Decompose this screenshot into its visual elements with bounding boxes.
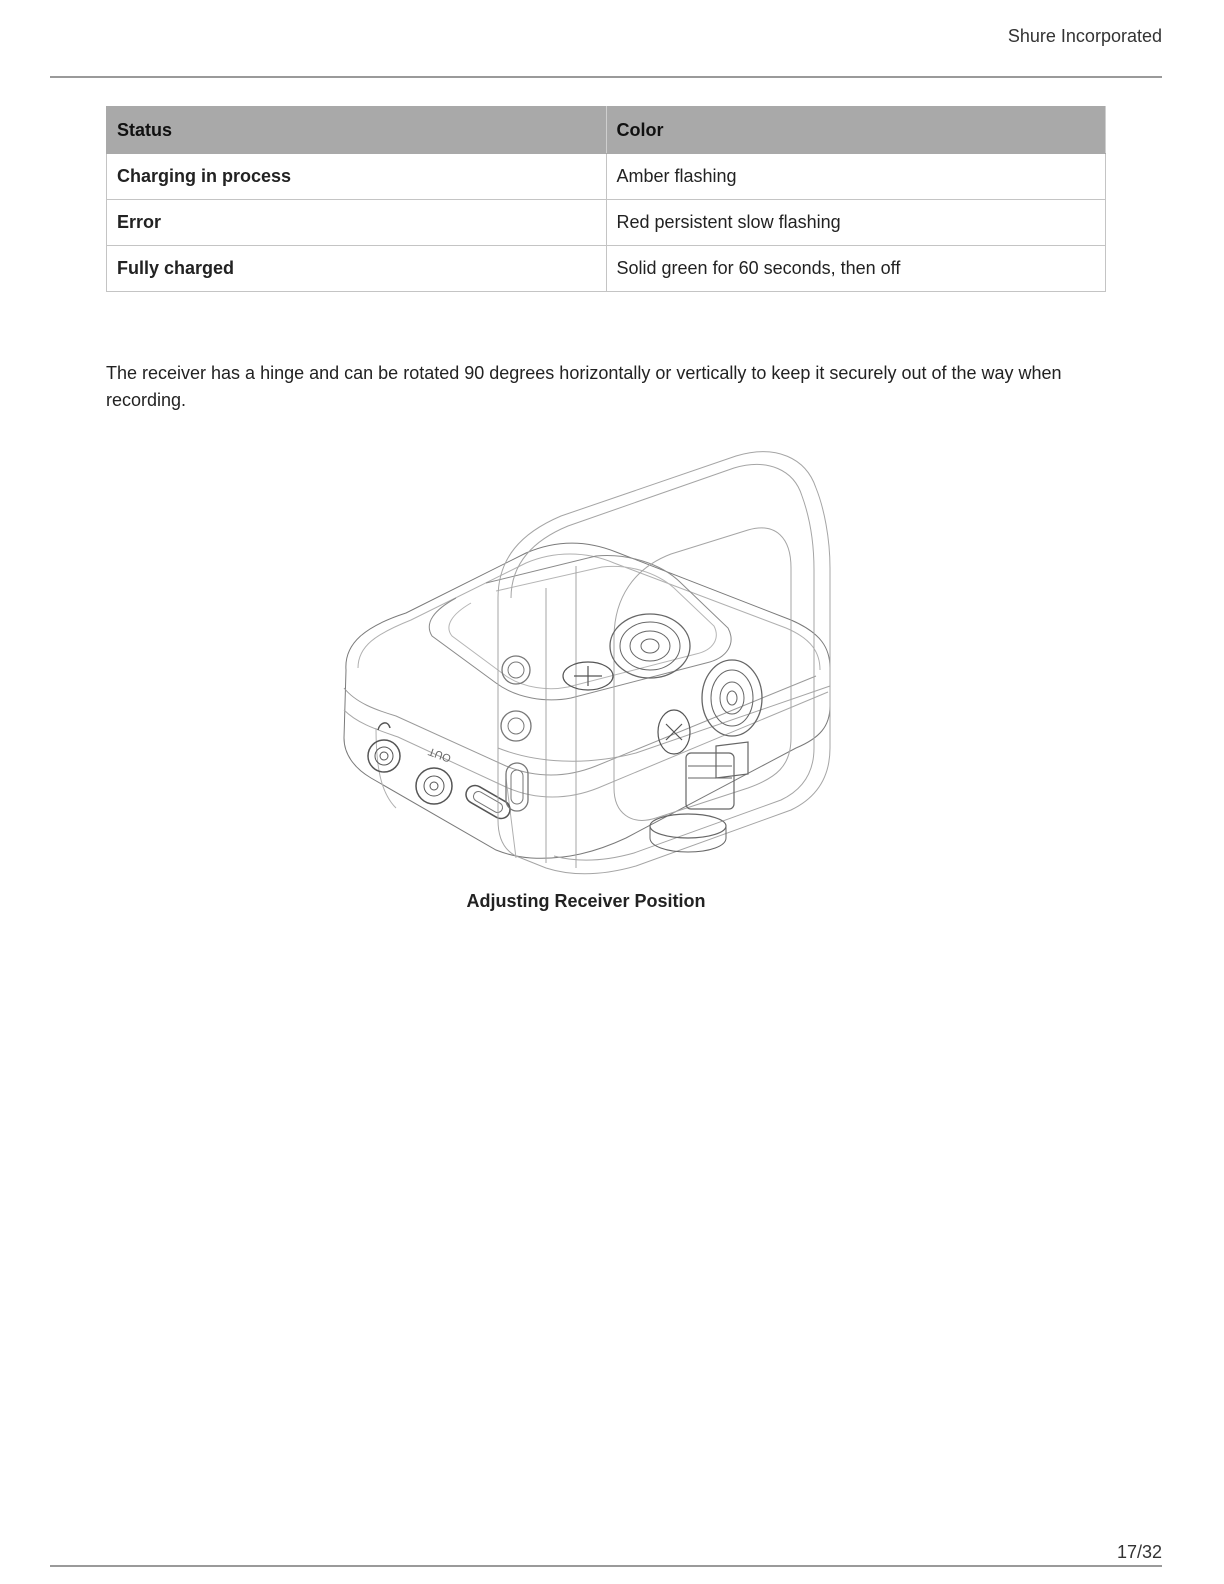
color-cell: Solid green for 60 seconds, then off bbox=[606, 246, 1106, 292]
footer-divider bbox=[50, 1565, 1162, 1567]
receiver-ports bbox=[368, 723, 513, 822]
color-cell: Amber flashing bbox=[606, 154, 1106, 200]
status-cell: Charging in process bbox=[107, 154, 607, 200]
status-cell: Fully charged bbox=[107, 246, 607, 292]
color-cell: Red persistent slow flashing bbox=[606, 200, 1106, 246]
receiver-horizontal-body bbox=[344, 543, 830, 858]
table-row bbox=[107, 200, 1106, 246]
table-row bbox=[107, 154, 1106, 200]
status-cell: Error bbox=[107, 200, 607, 246]
hinge-mount bbox=[650, 742, 748, 852]
column-header-color: Color bbox=[606, 107, 1106, 154]
figure-caption: Adjusting Receiver Position bbox=[466, 891, 706, 911]
table-header-row bbox=[107, 107, 1106, 154]
column-header-status: Status bbox=[107, 107, 607, 154]
receiver-hinge-illustration bbox=[336, 448, 836, 876]
gain-buttons bbox=[563, 662, 690, 754]
led-status-table bbox=[106, 106, 1106, 292]
header-divider bbox=[50, 76, 1162, 78]
table-row bbox=[107, 246, 1106, 292]
header-company-name: Shure Incorporated bbox=[1007, 26, 1162, 46]
page-number: 17/32 bbox=[1116, 1542, 1162, 1562]
receiver-vertical-ports bbox=[501, 656, 531, 811]
out-port-label: OUT bbox=[426, 744, 453, 765]
hinge-description-paragraph: The receiver has a hinge and can be rotated 90 degrees horizontally or vertically to keep it securely out of the way when recording. bbox=[106, 363, 1062, 410]
